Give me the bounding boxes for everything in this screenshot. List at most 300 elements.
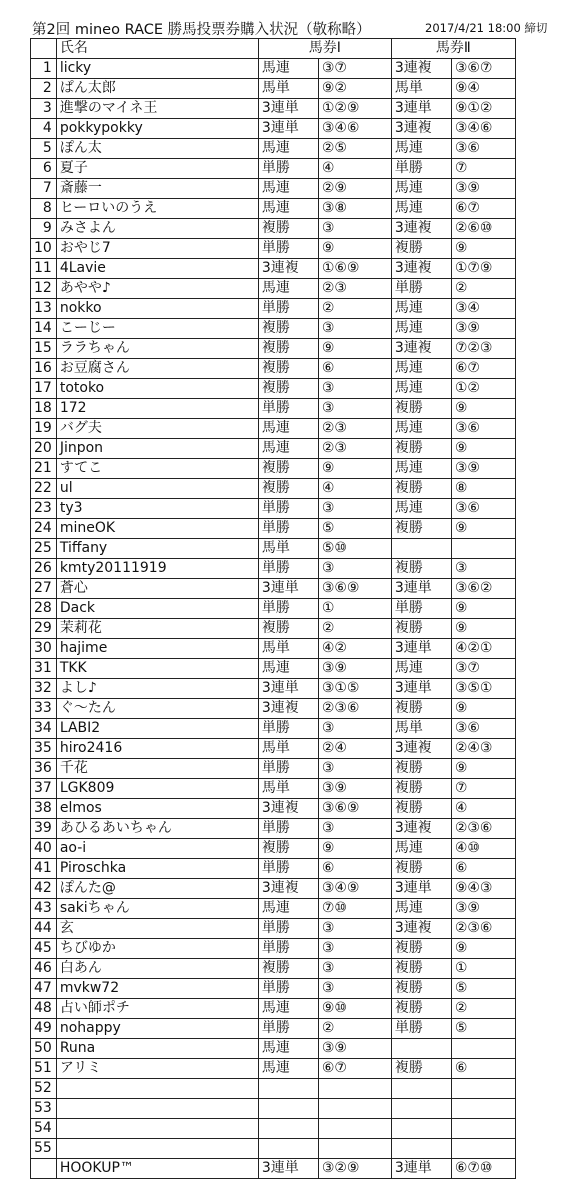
ticket2-type: 馬連 xyxy=(391,459,451,479)
ticket2-type: 複勝 xyxy=(391,619,451,639)
ticket1-horses: ②③ xyxy=(318,279,391,299)
ticket2-horses: ②③⑥ xyxy=(451,819,515,839)
ticket2-horses: ④ xyxy=(451,799,515,819)
ticket2-horses: ③⑥ xyxy=(451,139,515,159)
ticket2-type: 馬単 xyxy=(391,79,451,99)
ticket1-type: 複勝 xyxy=(258,959,318,979)
ticket1-horses xyxy=(318,1099,391,1119)
row-number: 23 xyxy=(31,499,57,519)
row-number: 15 xyxy=(31,339,57,359)
entrant-name: アリミ xyxy=(56,1059,258,1079)
ticket2-horses: ⑨④③ xyxy=(451,879,515,899)
entrant-name: ao-i xyxy=(56,839,258,859)
ticket1-type: 3連複 xyxy=(258,799,318,819)
row-number: 18 xyxy=(31,399,57,419)
ticket2-horses: ⑨ xyxy=(451,619,515,639)
ticket2-type: 馬連 xyxy=(391,299,451,319)
ticket1-horses: ② xyxy=(318,619,391,639)
ticket2-horses xyxy=(451,1139,515,1159)
row-number: 39 xyxy=(31,819,57,839)
ticket2-horses: ⑦②③ xyxy=(451,339,515,359)
table-row xyxy=(31,159,516,179)
ticket2-type: 馬連 xyxy=(391,499,451,519)
ticket2-type xyxy=(391,539,451,559)
ticket1-horses: ①②⑨ xyxy=(318,99,391,119)
ticket2-type: 3連複 xyxy=(391,739,451,759)
ticket1-type: 単勝 xyxy=(258,519,318,539)
ticket1-horses: ①⑥⑨ xyxy=(318,259,391,279)
entrant-name: 千花 xyxy=(56,759,258,779)
ticket2-horses: ③⑥ xyxy=(451,419,515,439)
ticket2-type: 3連複 xyxy=(391,819,451,839)
ticket2-horses: ⑥⑦ xyxy=(451,199,515,219)
ticket2-horses: ③⑨ xyxy=(451,899,515,919)
ticket2-horses: ⑤ xyxy=(451,1019,515,1039)
ticket1-type: 単勝 xyxy=(258,759,318,779)
entrant-name xyxy=(56,1139,258,1159)
table-row xyxy=(31,719,516,739)
ticket2-horses: ③⑨ xyxy=(451,179,515,199)
ticket1-type: 馬連 xyxy=(258,659,318,679)
ticket1-horses xyxy=(318,1079,391,1099)
ticket1-horses: ⑨② xyxy=(318,79,391,99)
ticket1-horses: ⑤⑩ xyxy=(318,539,391,559)
ticket1-type: 単勝 xyxy=(258,859,318,879)
ticket1-type: 馬連 xyxy=(258,179,318,199)
ticket2-type: 馬連 xyxy=(391,139,451,159)
table-row xyxy=(31,879,516,899)
ticket1-type: 単勝 xyxy=(258,939,318,959)
ticket1-type: 複勝 xyxy=(258,459,318,479)
ticket2-type: 単勝 xyxy=(391,599,451,619)
row-number: 41 xyxy=(31,859,57,879)
ticket1-horses: ⑥⑦ xyxy=(318,1059,391,1079)
table-row xyxy=(31,599,516,619)
ticket1-type: 複勝 xyxy=(258,379,318,399)
ticket2-horses: ⑦ xyxy=(451,779,515,799)
entrant-name: 蒼心 xyxy=(56,579,258,599)
ticket2-type: 3連複 xyxy=(391,259,451,279)
ticket1-type: 複勝 xyxy=(258,619,318,639)
table-row xyxy=(31,1079,516,1099)
ticket1-horses: ②④ xyxy=(318,739,391,759)
ticket1-horses: ③ xyxy=(318,319,391,339)
table-row xyxy=(31,439,516,459)
ticket2-horses: ⑨ xyxy=(451,699,515,719)
row-number: 53 xyxy=(31,1099,57,1119)
ticket2-type: 複勝 xyxy=(391,559,451,579)
ticket2-horses: ⑨ xyxy=(451,239,515,259)
table-row xyxy=(31,979,516,999)
table-row xyxy=(31,959,516,979)
row-number: 24 xyxy=(31,519,57,539)
ticket1-horses: ⑥ xyxy=(318,359,391,379)
row-number: 26 xyxy=(31,559,57,579)
row-number: 22 xyxy=(31,479,57,499)
sheet-title: 第2回 mineo RACE 勝馬投票券購入状況（敬称略） xyxy=(32,22,371,38)
entrant-name: nohappy xyxy=(56,1019,258,1039)
ticket1-horses: ③ xyxy=(318,219,391,239)
ticket1-type: 複勝 xyxy=(258,339,318,359)
row-number: 11 xyxy=(31,259,57,279)
entrant-name: ぽんた@ xyxy=(56,879,258,899)
entrant-name: ty3 xyxy=(56,499,258,519)
row-number: 25 xyxy=(31,539,57,559)
ticket1-type xyxy=(258,1099,318,1119)
ticket2-horses: ③ xyxy=(451,559,515,579)
ticket2-horses: ②⑥⑩ xyxy=(451,219,515,239)
ticket1-horses: ③ xyxy=(318,379,391,399)
ticket1-type: 複勝 xyxy=(258,359,318,379)
ticket1-horses: ③⑥⑨ xyxy=(318,799,391,819)
ticket1-horses: ② xyxy=(318,299,391,319)
entrant-name: 茉莉花 xyxy=(56,619,258,639)
ticket2-type: 馬連 xyxy=(391,659,451,679)
ticket1-type: 馬単 xyxy=(258,739,318,759)
ticket1-horses: ③ xyxy=(318,919,391,939)
table-row xyxy=(31,399,516,419)
entrant-name: バグ夫 xyxy=(56,419,258,439)
row-number: 42 xyxy=(31,879,57,899)
ticket2-horses: ⑨①② xyxy=(451,99,515,119)
ticket1-type: 馬連 xyxy=(258,279,318,299)
ticket2-type: 3連単 xyxy=(391,879,451,899)
table-row xyxy=(31,819,516,839)
ticket1-type: 単勝 xyxy=(258,599,318,619)
entrant-name: totoko xyxy=(56,379,258,399)
ticket1-type: 複勝 xyxy=(258,319,318,339)
ticket1-horses: ③⑧ xyxy=(318,199,391,219)
table-row xyxy=(31,339,516,359)
ticket2-type: 3連複 xyxy=(391,339,451,359)
ticket1-horses: ③⑥⑨ xyxy=(318,579,391,599)
ticket2-type: 馬単 xyxy=(391,719,451,739)
ticket2-type: 複勝 xyxy=(391,439,451,459)
ticket2-horses: ⑥ xyxy=(451,859,515,879)
ticket2-type: 複勝 xyxy=(391,759,451,779)
table-row xyxy=(31,739,516,759)
ticket1-horses xyxy=(318,1119,391,1139)
entrant-name: 172 xyxy=(56,399,258,419)
table-row xyxy=(31,219,516,239)
entrant-name: こーじー xyxy=(56,319,258,339)
row-number: 12 xyxy=(31,279,57,299)
table-row xyxy=(31,119,516,139)
ticket2-horses: ⑥ xyxy=(451,1059,515,1079)
ticket2-horses: ⑨ xyxy=(451,939,515,959)
ticket2-horses: ④⑩ xyxy=(451,839,515,859)
ticket2-type: 馬連 xyxy=(391,359,451,379)
entrant-name: Jinpon xyxy=(56,439,258,459)
ticket1-type: 単勝 xyxy=(258,399,318,419)
ticket1-type xyxy=(258,1119,318,1139)
table-row xyxy=(31,299,516,319)
ticket1-type xyxy=(258,1079,318,1099)
row-number: 2 xyxy=(31,79,57,99)
ticket1-type: 馬連 xyxy=(258,999,318,1019)
ticket2-type: 馬連 xyxy=(391,319,451,339)
ticket1-type: 単勝 xyxy=(258,1019,318,1039)
table-row xyxy=(31,79,516,99)
table-row xyxy=(31,639,516,659)
ticket1-horses: ③ xyxy=(318,959,391,979)
ticket1-type: 単勝 xyxy=(258,819,318,839)
ticket2-type xyxy=(391,1039,451,1059)
ticket2-type: 馬連 xyxy=(391,379,451,399)
table-row xyxy=(31,839,516,859)
ticket1-horses: ⑨⑩ xyxy=(318,999,391,1019)
ticket2-type: 複勝 xyxy=(391,699,451,719)
entrant-name: 占い師ポチ xyxy=(56,999,258,1019)
table-row xyxy=(31,239,516,259)
ticket2-type: 複勝 xyxy=(391,399,451,419)
ticket2-horses: ⑦ xyxy=(451,159,515,179)
ticket2-type xyxy=(391,1099,451,1119)
row-number: 8 xyxy=(31,199,57,219)
entrant-name: 白あん xyxy=(56,959,258,979)
ticket2-type xyxy=(391,1119,451,1139)
row-number: 49 xyxy=(31,1019,57,1039)
table-row xyxy=(31,459,516,479)
table-row xyxy=(31,1139,516,1159)
ticket2-horses xyxy=(451,539,515,559)
ticket2-horses: ③⑥⑦ xyxy=(451,59,515,79)
ticket1-type: 単勝 xyxy=(258,499,318,519)
row-number: 46 xyxy=(31,959,57,979)
ticket1-horses: ③⑦ xyxy=(318,59,391,79)
entrant-name: ぐ～たん xyxy=(56,699,258,719)
ticket2-horses: ⑤ xyxy=(451,979,515,999)
table-row xyxy=(31,1159,516,1179)
entrant-name: hajime xyxy=(56,639,258,659)
table-row xyxy=(31,499,516,519)
table-row xyxy=(31,279,516,299)
table-row xyxy=(31,759,516,779)
ticket1-type: 単勝 xyxy=(258,299,318,319)
ticket2-horses: ①⑦⑨ xyxy=(451,259,515,279)
ticket2-horses: ①② xyxy=(451,379,515,399)
table-row xyxy=(31,379,516,399)
entrant-name xyxy=(56,1099,258,1119)
ticket2-horses xyxy=(451,1099,515,1119)
ticket2-horses: ③⑥ xyxy=(451,499,515,519)
entrant-name: mvkw72 xyxy=(56,979,258,999)
ticket1-type: 馬連 xyxy=(258,59,318,79)
entrant-name xyxy=(56,1119,258,1139)
ticket2-horses: ④②① xyxy=(451,639,515,659)
row-number: 19 xyxy=(31,419,57,439)
ticket1-horses: ③ xyxy=(318,399,391,419)
entrant-name: あやや♪ xyxy=(56,279,258,299)
ticket2-type: 3連単 xyxy=(391,579,451,599)
ticket1-type: 複勝 xyxy=(258,839,318,859)
ticket1-type: 単勝 xyxy=(258,979,318,999)
ticket2-type: 複勝 xyxy=(391,519,451,539)
table-row xyxy=(31,359,516,379)
ticket1-type xyxy=(258,1139,318,1159)
ticket1-horses: ②⑨ xyxy=(318,179,391,199)
ticket1-horses: ②③ xyxy=(318,439,391,459)
table-row xyxy=(31,1019,516,1039)
deadline-stamp: 2017/4/21 18:00 締切 xyxy=(425,21,548,35)
ticket2-type: 単勝 xyxy=(391,159,451,179)
row-number: 35 xyxy=(31,739,57,759)
entrant-name: 進撃のマイネ王 xyxy=(56,99,258,119)
entrant-name: 4Lavie xyxy=(56,259,258,279)
ticket2-horses: ③④ xyxy=(451,299,515,319)
table-row xyxy=(31,999,516,1019)
table-row xyxy=(31,939,516,959)
table-row xyxy=(31,579,516,599)
ticket1-horses: ③②⑨ xyxy=(318,1159,391,1179)
ticket2-type: 複勝 xyxy=(391,1059,451,1079)
ticket2-type: 複勝 xyxy=(391,779,451,799)
ticket2-type: 3連単 xyxy=(391,1159,451,1179)
row-number: 51 xyxy=(31,1059,57,1079)
row-number: 4 xyxy=(31,119,57,139)
row-number: 31 xyxy=(31,659,57,679)
ticket1-horses: ③①⑤ xyxy=(318,679,391,699)
entrant-name: licky xyxy=(56,59,258,79)
entrant-name: ul xyxy=(56,479,258,499)
ticket2-horses xyxy=(451,1039,515,1059)
ticket2-type: 馬連 xyxy=(391,179,451,199)
row-number: 14 xyxy=(31,319,57,339)
ticket1-type: 3連複 xyxy=(258,259,318,279)
table-row xyxy=(31,319,516,339)
ticket2-type: 馬連 xyxy=(391,419,451,439)
entrant-name: ぱん太郎 xyxy=(56,79,258,99)
ticket2-horses: ③⑨ xyxy=(451,319,515,339)
ticket2-type: 3連複 xyxy=(391,919,451,939)
entrant-name: LABI2 xyxy=(56,719,258,739)
ticket1-horses: ③ xyxy=(318,499,391,519)
ticket1-horses: ③ xyxy=(318,759,391,779)
ticket1-horses: ③ xyxy=(318,559,391,579)
ticket1-horses: ② xyxy=(318,1019,391,1039)
ticket1-type: 馬連 xyxy=(258,1059,318,1079)
ticket1-type: 3連単 xyxy=(258,99,318,119)
ticket1-horses: ③ xyxy=(318,819,391,839)
ticket1-horses: ⑤ xyxy=(318,519,391,539)
ticket1-horses: ④ xyxy=(318,159,391,179)
header-ticket-2: 馬券Ⅱ xyxy=(391,39,515,59)
entrant-name: ぽん太 xyxy=(56,139,258,159)
ticket2-horses: ② xyxy=(451,279,515,299)
ticket1-horses: ③④⑥ xyxy=(318,119,391,139)
ticket2-type: 3連単 xyxy=(391,639,451,659)
table-row xyxy=(31,199,516,219)
entrant-name: 玄 xyxy=(56,919,258,939)
row-number: 37 xyxy=(31,779,57,799)
ticket1-type: 3連単 xyxy=(258,1159,318,1179)
ticket2-type: 単勝 xyxy=(391,279,451,299)
entrant-name xyxy=(56,1079,258,1099)
table-row xyxy=(31,519,516,539)
ticket2-horses: ⑥⑦ xyxy=(451,359,515,379)
table-row xyxy=(31,259,516,279)
ticket2-horses: ③⑥ xyxy=(451,719,515,739)
table-row xyxy=(31,559,516,579)
row-number: 44 xyxy=(31,919,57,939)
table-row xyxy=(31,479,516,499)
row-number: 6 xyxy=(31,159,57,179)
ticket2-horses: ③⑤① xyxy=(451,679,515,699)
ticket2-type: 馬連 xyxy=(391,899,451,919)
ticket1-horses: ③⑨ xyxy=(318,1039,391,1059)
ticket1-type: 馬単 xyxy=(258,639,318,659)
ticket1-type: 馬連 xyxy=(258,419,318,439)
ticket1-type: 3連単 xyxy=(258,579,318,599)
ticket1-horses: ②③ xyxy=(318,419,391,439)
ticket1-type: 馬連 xyxy=(258,139,318,159)
ticket1-horses: ③ xyxy=(318,979,391,999)
ticket1-type: 3連複 xyxy=(258,699,318,719)
ticket1-type: 馬連 xyxy=(258,199,318,219)
ticket1-horses: ⑦⑩ xyxy=(318,899,391,919)
row-number: 7 xyxy=(31,179,57,199)
entrant-name: すてこ xyxy=(56,459,258,479)
entrant-name: kmty20111919 xyxy=(56,559,258,579)
row-number: 17 xyxy=(31,379,57,399)
entrant-name: sakiちゃん xyxy=(56,899,258,919)
entrant-name: LGK809 xyxy=(56,779,258,799)
entrant-name: hiro2416 xyxy=(56,739,258,759)
entrant-name: Runa xyxy=(56,1039,258,1059)
table-row xyxy=(31,539,516,559)
row-number: 16 xyxy=(31,359,57,379)
row-number: 33 xyxy=(31,699,57,719)
ticket1-type: 馬連 xyxy=(258,899,318,919)
row-number xyxy=(31,1159,57,1179)
row-number: 20 xyxy=(31,439,57,459)
row-number: 40 xyxy=(31,839,57,859)
row-number: 47 xyxy=(31,979,57,999)
header-number xyxy=(31,39,57,59)
row-number: 10 xyxy=(31,239,57,259)
table-row xyxy=(31,1039,516,1059)
table-row xyxy=(31,1099,516,1119)
table-row xyxy=(31,179,516,199)
row-number: 54 xyxy=(31,1119,57,1139)
ticket1-horses: ⑨ xyxy=(318,239,391,259)
entrant-name: あひるあいちゃん xyxy=(56,819,258,839)
ticket1-type: 馬単 xyxy=(258,779,318,799)
table-row xyxy=(31,419,516,439)
ticket1-type: 単勝 xyxy=(258,239,318,259)
table-row xyxy=(31,699,516,719)
row-number: 13 xyxy=(31,299,57,319)
ticket2-horses xyxy=(451,1079,515,1099)
ticket2-horses: ⑨④ xyxy=(451,79,515,99)
ticket1-horses: ③ xyxy=(318,719,391,739)
table-row xyxy=(31,1119,516,1139)
ticket1-horses: ⑨ xyxy=(318,339,391,359)
ticket1-type: 馬連 xyxy=(258,1039,318,1059)
ticket1-horses: ③⑨ xyxy=(318,659,391,679)
row-number: 48 xyxy=(31,999,57,1019)
header-ticket-1: 馬券Ⅰ xyxy=(258,39,391,59)
entrant-name: みさよん xyxy=(56,219,258,239)
entrant-name: 斎藤一 xyxy=(56,179,258,199)
entrant-name: nokko xyxy=(56,299,258,319)
entrant-name: ヒーロいのうえ xyxy=(56,199,258,219)
entrant-name: Dack xyxy=(56,599,258,619)
ticket1-horses: ②⑤ xyxy=(318,139,391,159)
ticket2-horses: ③⑦ xyxy=(451,659,515,679)
table-row xyxy=(31,139,516,159)
ticket1-horses: ④ xyxy=(318,479,391,499)
